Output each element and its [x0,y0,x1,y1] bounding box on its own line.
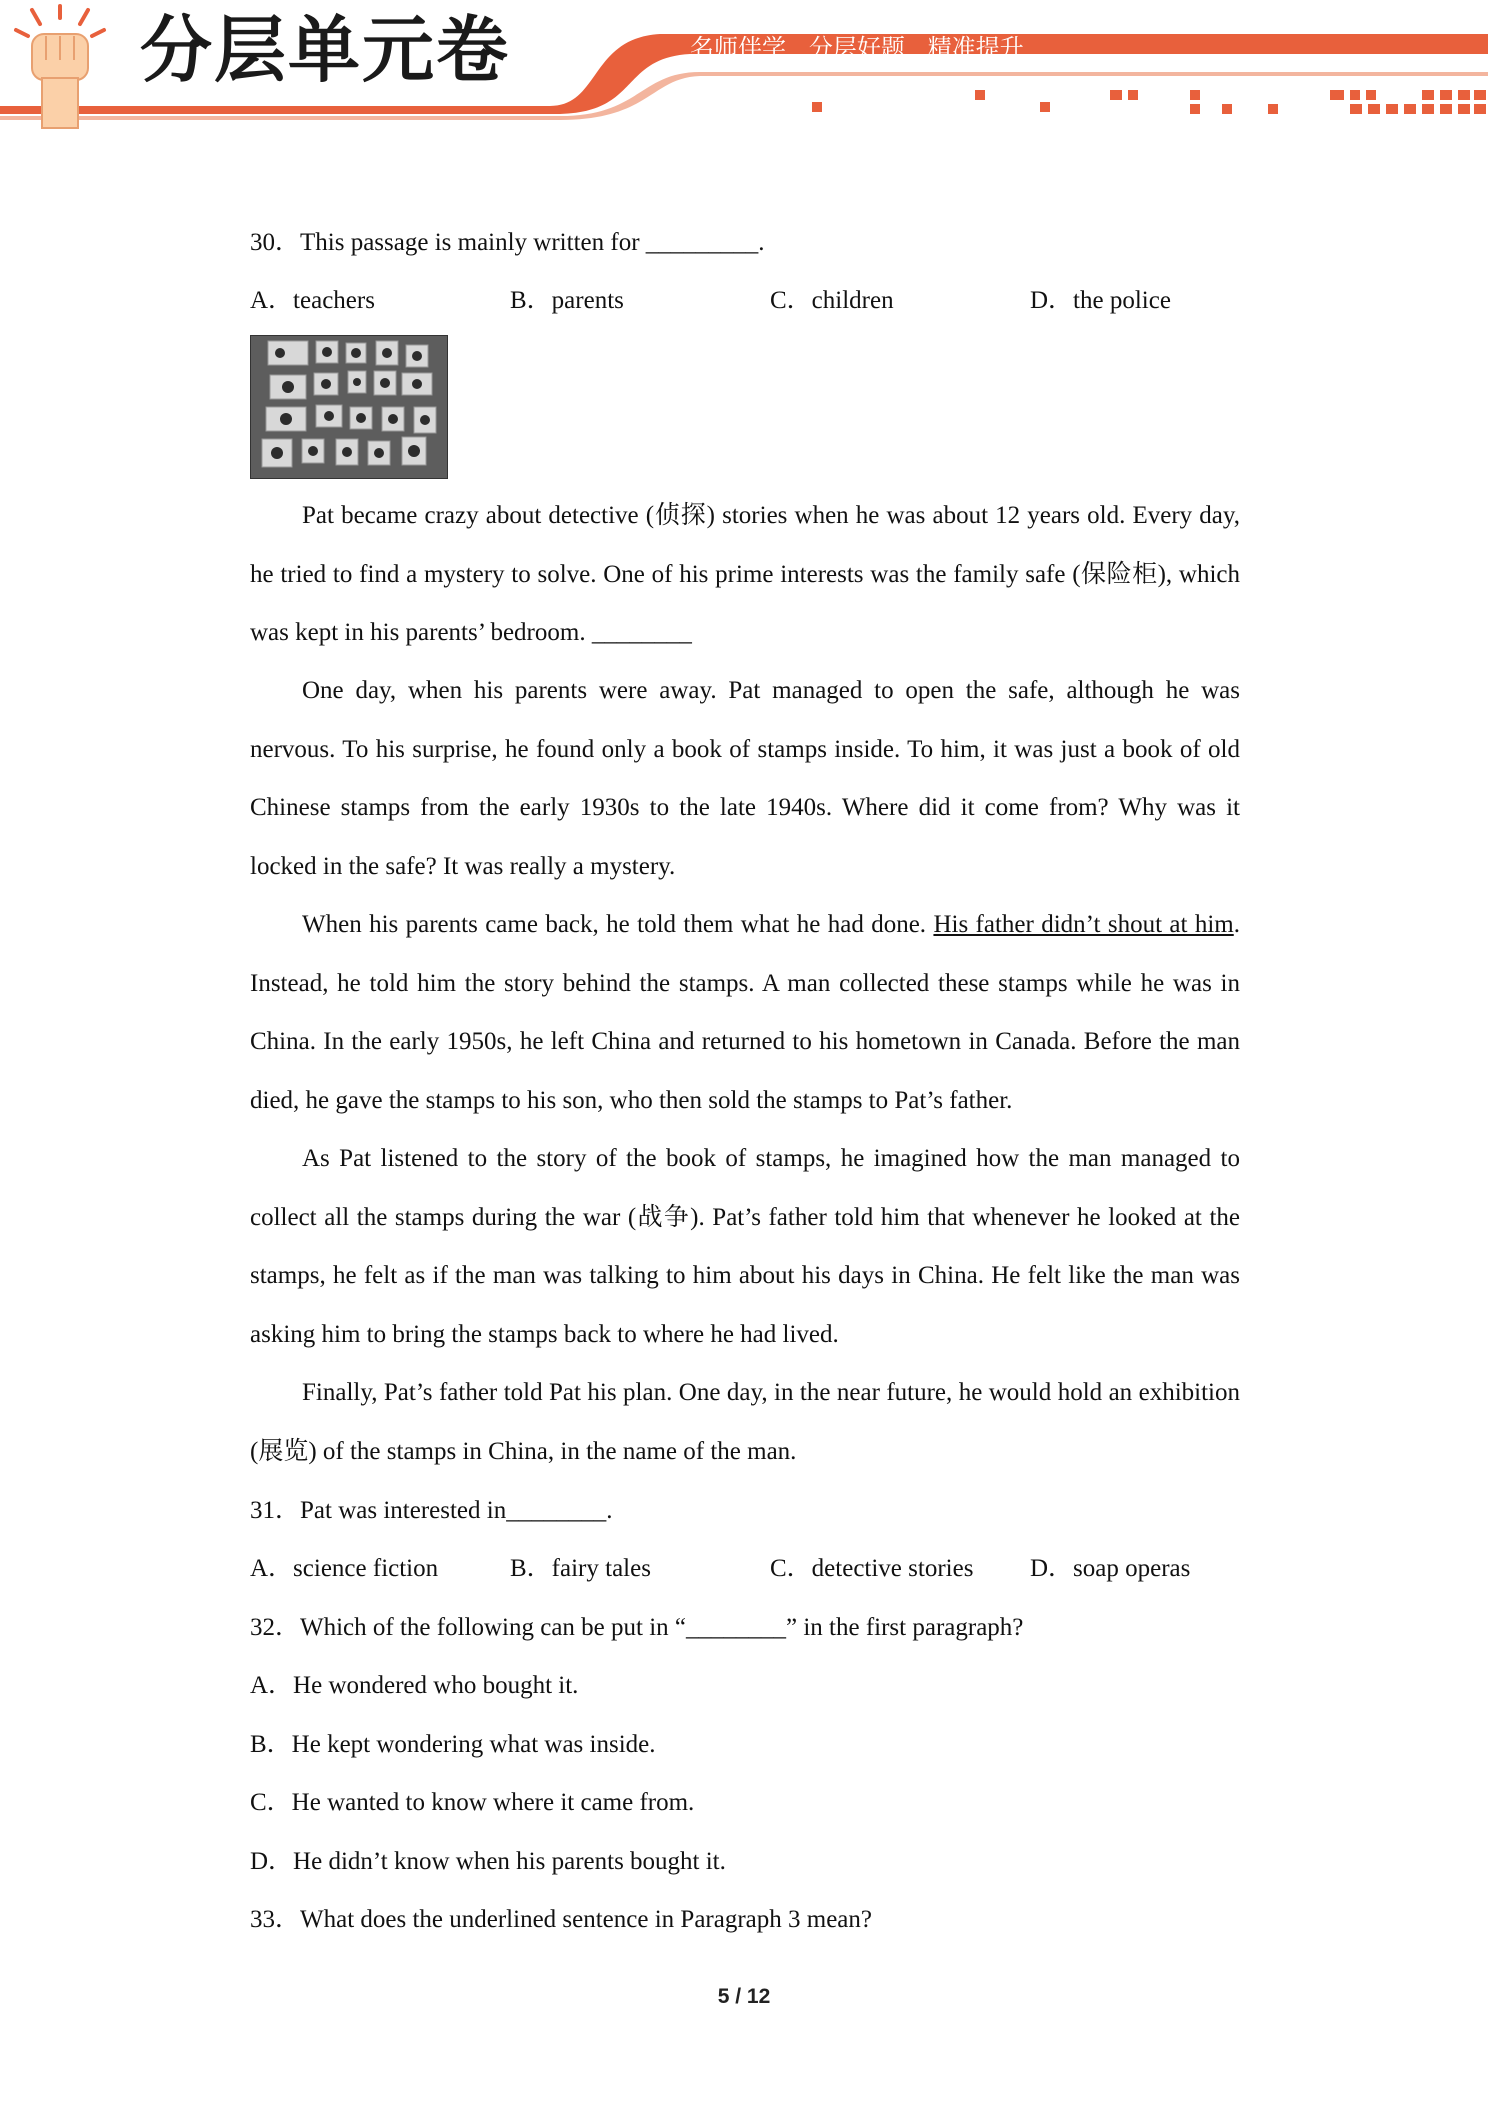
passage-paragraph-4: As Pat listened to the story of the book of stamps, he imagined how the man managed to collect all the stamps during the war (战争). Pat’s father told him that whenever he looked at the stamps, he felt as if the man was talking to him about his days in China. He felt like the man was asking him to bring the stamps back to where he had lived. [250,1145,1240,1348]
passage-paragraph-3 [250,896,1240,1130]
q32-option-b: B．He kept wondering what was inside. [250,1731,656,1758]
q30-stem: 30．This passage is mainly written for _________. [250,229,765,256]
q30-option-a: A．teachers [250,287,375,314]
page-header [0,0,1488,140]
q31-option-d: D．soap operas [1030,1555,1191,1582]
q31-option-a: A．science fiction [250,1555,439,1582]
q32-option-c: C．He wanted to know where it came from. [250,1789,695,1816]
underlined-sentence: His father didn’t shout at him [933,911,1234,938]
q31-option-b: B．fairy tales [510,1555,651,1582]
header-slogan: 名师伴学 分层好题 精准提升 [690,34,1024,62]
q32-stem: 32．Which of the following can be put in “________” in the first paragraph? [250,1614,1024,1641]
page-number: 5 / 12 [717,1985,771,2008]
q31-option-c: C．detective stories [770,1555,974,1582]
q30-option-d: D．the police [1030,287,1171,314]
q32-option-d: D．He didn’t know when his parents bought it. [250,1848,726,1875]
q31-stem: 31．Pat was interested in________. [250,1497,613,1524]
stamps-photo [250,335,448,479]
q32-option-a: A．He wondered who bought it. [250,1672,579,1699]
passage-paragraph-5: Finally, Pat’s father told Pat his plan. One day, in the near future, he would hold an exhibition (展览) of the stamps in China, in the name of the man. [250,1379,1240,1465]
q30-option-b: B．parents [510,287,624,314]
passage-paragraph-2: One day, when his parents were away. Pat managed to open the safe, although he was nervous. To his surprise, he found only a book of stamps inside. To him, it was just a book of old Chinese stamps from the early 1930s to the late 1940s. Where did it come from? Why was it locked in the safe? It was really a mystery. [250,677,1240,880]
p3-rest: . Instead, he told him the story behind the stamps. A man collected these stamps while he was in China. In the early 1950s, he left China and returned to his hometown in Canada. Before the man died, he gave the stamps to his son, who then sold the stamps to Pat’s father. [250,911,1240,1114]
q33-stem: 33．What does the underlined sentence in Paragraph 3 mean? [250,1906,872,1933]
passage-paragraph-1: Pat became crazy about detective (侦探) stories when he was about 12 years old. Every day, he tried to find a mystery to solve. One of his prime interests was the family safe (保险柜), which was kept in his parents’ bedroom. ________ [250,502,1240,646]
q30-option-c: C．children [770,287,894,314]
raised-fist-icon [10,4,110,134]
p3-lead: When his parents came back, he told them what he had done. [302,911,934,938]
brand-title: 分层单元卷 [140,8,511,92]
